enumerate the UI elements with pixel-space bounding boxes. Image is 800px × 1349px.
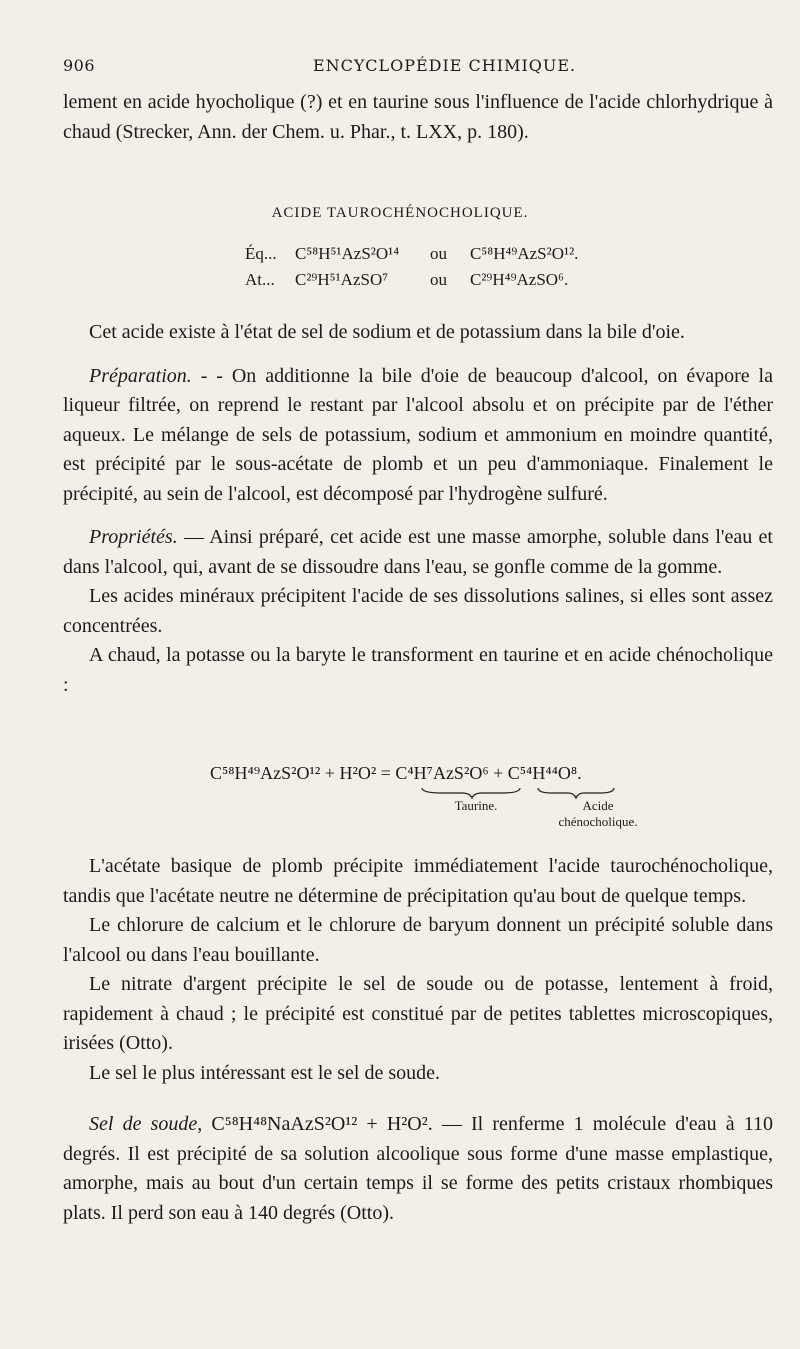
paragraph-silver-nitrate: Le nitrate d'argent précipite le sel de soude ou de potasse, lentement à froid, rapidement à chaud ; le précipité est constitué par de petites tablettes microscopiques, irisées (Otto). <box>63 973 773 1054</box>
page-number: 906 <box>63 56 96 75</box>
formula-eq-prefix: Éq... <box>245 244 277 263</box>
soda-salt-text: C⁵⁸H⁴⁸NaAzS²O¹² + H²O². — Il renferme 1 molécule d'eau à 110 degrés. Il est précipité de sa solution alcoolique sous forme d'une masse emplastique, amorphe, mais au bout d'un certain temps il se forme des petits cristaux rhombiques plats. Il perd son eau à 140 degrés (Otto). <box>63 1113 773 1224</box>
main-text-block-1 <box>63 318 773 700</box>
soda-salt-heading: Sel de soude, <box>89 1113 203 1135</box>
intro-text: lement en acide hyocholique (?) et en taurine sous l'influence de l'acide chlorhydrique à chaud (Strecker, Ann. der Chem. u. Phar., t. LXX, p. 180). <box>63 91 773 143</box>
label-chenocholic-acid <box>548 798 648 830</box>
preparation-heading: Préparation. <box>89 364 192 387</box>
paragraph-chlorides: Le chlorure de calcium et le chlorure de baryum donnent un précipité soluble dans l'alcool ou dans l'eau bouillante. <box>63 914 773 966</box>
properties-heading: Propriétés. <box>89 526 178 548</box>
section-title: ACIDE TAUROCHÉNOCHOLIQUE. <box>271 205 529 221</box>
intro-paragraph <box>63 88 773 147</box>
page-header <box>63 56 760 80</box>
formula-at-2: C²⁹H⁴⁹AzSO⁶. <box>470 270 569 289</box>
preparation-text: - - On additionne la bile d'oie de beaucoup d'alcool, on évapore la liqueur filtrée, on reprend le restant par l'alcool absolu et on précipite par de l'éther aqueux. Le mélange de sels de potassium, sodium et ammonium en moindre quantité, est précipité par le sous-acétate de plomb et un peu d'ammoniaque. Finalement le précipité, au sein de l'alcool, est décomposé par l'hydrogène sulfuré. <box>63 364 773 505</box>
formula-at-1: C²⁹H⁵¹AzSO⁷ <box>295 270 389 289</box>
label-acide: Acide <box>582 798 614 813</box>
paragraph-soda-salt-intro: Le sel le plus intéressant est le sel de soude. <box>89 1061 441 1084</box>
paragraph-preparation <box>63 362 773 510</box>
running-head: ENCYCLOPÉDIE CHIMIQUE. <box>313 56 577 75</box>
paragraph-properties <box>63 523 773 582</box>
formula-or-1: ou <box>430 244 447 263</box>
properties-text: — Ainsi préparé, cet acide est une masse amorphe, soluble dans l'eau et dans l'alcool, qui, avant de se dissoudre dans l'eau, se gonfle comme de la gomme. <box>63 526 773 578</box>
paragraph-lead-acetate: L'acétate basique de plomb précipite immédiatement l'acide taurochénocholique, tandis que l'acétate neutre ne détermine de précipitation qu'au bout de quelque temps. <box>63 855 773 907</box>
formula-eq-1: C⁵⁸H⁵¹AzS²O¹⁴ <box>295 244 400 263</box>
formula-eq-2: C⁵⁸H⁴⁹AzS²O¹². <box>470 244 579 263</box>
main-text-block-2 <box>63 852 773 1228</box>
reaction-equation: C⁵⁸H⁴⁹AzS²O¹² + H²O² = C⁴H⁷AzS²O⁶ + C⁵⁴H⁴⁴O⁸. <box>210 763 582 783</box>
formula-or-2: ou <box>430 270 447 289</box>
label-taurine: Taurine. <box>454 798 498 813</box>
paragraph-hot-potash: A chaud, la potasse ou la baryte le transforment en taurine et en acide chénocholique : <box>63 644 773 696</box>
paragraph-mineral-acids: Les acides minéraux précipitent l'acide de ses dissolutions salines, si elles sont assez concentrées. <box>63 585 773 637</box>
paragraph-occurrence: Cet acide existe à l'état de sel de sodium et de potassium dans la bile d'oie. <box>89 321 685 343</box>
label-chenocholique: chénocholique. <box>558 814 638 829</box>
paragraph-soda-salt <box>63 1110 773 1228</box>
formula-at-prefix: At... <box>245 270 275 289</box>
